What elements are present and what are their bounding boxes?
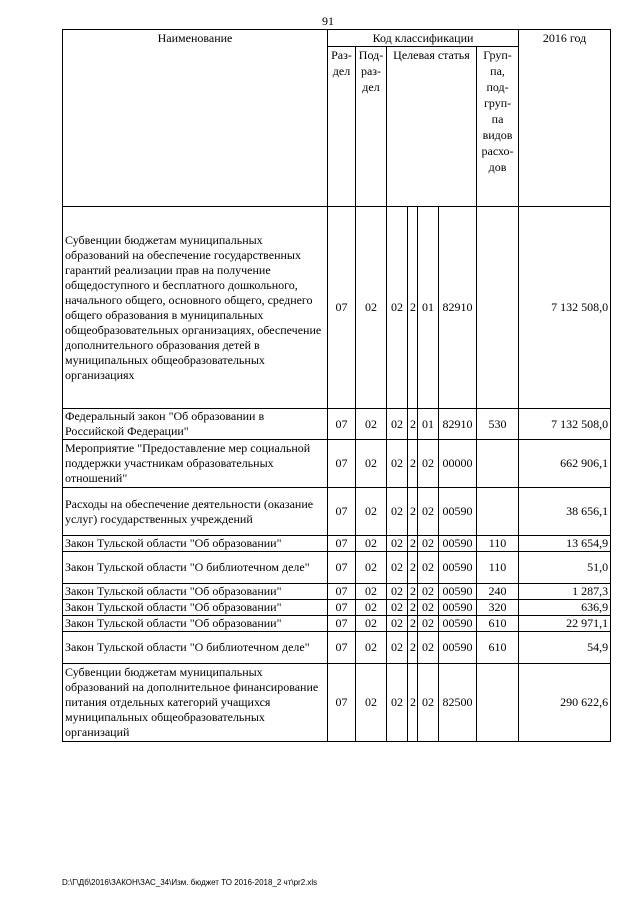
header-name: Наименование <box>63 30 328 207</box>
row-podrazdel: 02 <box>356 536 387 552</box>
row-razdel: 07 <box>328 552 356 584</box>
row-podrazdel: 02 <box>356 488 387 536</box>
table-row <box>63 664 611 742</box>
row-target-part3: 02 <box>418 488 439 536</box>
row-podrazdel: 02 <box>356 440 387 488</box>
row-target-part1: 02 <box>387 409 408 440</box>
row-podrazdel: 02 <box>356 409 387 440</box>
row-target-part4: 00590 <box>439 600 477 616</box>
row-name: Закон Тульской области "Об образовании" <box>63 616 328 632</box>
row-podrazdel: 02 <box>356 632 387 664</box>
table-row <box>63 600 611 616</box>
header-podrazdel: Под- раз- дел <box>356 47 387 207</box>
row-vid <box>477 207 519 409</box>
row-target-part1: 02 <box>387 440 408 488</box>
row-razdel: 07 <box>328 440 356 488</box>
table-row <box>63 616 611 632</box>
table-row <box>63 632 611 664</box>
row-amount: 7 132 508,0 <box>519 207 611 409</box>
row-vid <box>477 488 519 536</box>
row-name: Федеральный закон "Об образовании в Российской Федерации" <box>63 409 328 440</box>
row-podrazdel: 02 <box>356 616 387 632</box>
table-body <box>63 207 611 742</box>
row-vid: 320 <box>477 600 519 616</box>
table-row <box>63 440 611 488</box>
table-row <box>63 552 611 584</box>
row-razdel: 07 <box>328 207 356 409</box>
row-target-part3: 02 <box>418 616 439 632</box>
row-target-part3: 02 <box>418 632 439 664</box>
row-vid: 610 <box>477 616 519 632</box>
table-row <box>63 409 611 440</box>
header-target: Целевая статья <box>387 47 477 207</box>
row-vid: 110 <box>477 536 519 552</box>
table-row <box>63 584 611 600</box>
row-target-part1: 02 <box>387 584 408 600</box>
row-target-part1: 02 <box>387 488 408 536</box>
table-row <box>63 488 611 536</box>
row-podrazdel: 02 <box>356 600 387 616</box>
row-name: Субвенции бюджетам муниципальных образований на дополнительное финансирование питания отдельных категорий учащихся муниципальных общеобразовательных организаций <box>63 664 328 742</box>
row-amount: 290 622,6 <box>519 664 611 742</box>
row-target-part4: 82500 <box>439 664 477 742</box>
row-name: Мероприятие "Предоставление мер социальной поддержки участникам образовательных отношений" <box>63 440 328 488</box>
row-target-part2: 2 <box>408 632 418 664</box>
table-row <box>63 207 611 409</box>
row-target-part2: 2 <box>408 584 418 600</box>
row-target-part1: 02 <box>387 536 408 552</box>
row-target-part2: 2 <box>408 552 418 584</box>
header-year: 2016 год <box>519 30 611 207</box>
row-target-part3: 02 <box>418 536 439 552</box>
header-code-group: Код классификации <box>328 30 519 47</box>
row-amount: 7 132 508,0 <box>519 409 611 440</box>
row-podrazdel: 02 <box>356 664 387 742</box>
row-name: Закон Тульской области "Об образовании" <box>63 600 328 616</box>
row-vid: 530 <box>477 409 519 440</box>
row-target-part2: 2 <box>408 488 418 536</box>
table-row <box>63 536 611 552</box>
row-razdel: 07 <box>328 632 356 664</box>
row-target-part4: 00590 <box>439 552 477 584</box>
row-amount: 13 654,9 <box>519 536 611 552</box>
row-target-part2: 2 <box>408 207 418 409</box>
row-target-part1: 02 <box>387 616 408 632</box>
row-podrazdel: 02 <box>356 552 387 584</box>
row-target-part3: 01 <box>418 409 439 440</box>
row-target-part1: 02 <box>387 552 408 584</box>
row-amount: 1 287,3 <box>519 584 611 600</box>
row-target-part2: 2 <box>408 536 418 552</box>
row-name: Закон Тульской области "Об образовании" <box>63 584 328 600</box>
row-name: Закон Тульской области "Об образовании" <box>63 536 328 552</box>
row-target-part3: 01 <box>418 207 439 409</box>
row-razdel: 07 <box>328 600 356 616</box>
row-razdel: 07 <box>328 616 356 632</box>
row-amount: 662 906,1 <box>519 440 611 488</box>
row-amount: 38 656,1 <box>519 488 611 536</box>
row-target-part4: 00000 <box>439 440 477 488</box>
row-name: Расходы на обеспечение деятельности (оказание услуг) государственных учреждений <box>63 488 328 536</box>
row-target-part3: 02 <box>418 584 439 600</box>
row-podrazdel: 02 <box>356 584 387 600</box>
row-amount: 22 971,1 <box>519 616 611 632</box>
row-target-part4: 00590 <box>439 632 477 664</box>
row-vid: 110 <box>477 552 519 584</box>
row-name: Субвенции бюджетам муниципальных образований на обеспечение государственных гарантий реализации прав на получение общедоступного и бесплатного дошкольного, начального общего, основного общего, среднего общего образования в муниципальных общеобразовательных организациях, обеспечение дополнительного образования детей в муниципальных общеобразовательных организациях <box>63 207 328 409</box>
row-target-part2: 2 <box>408 616 418 632</box>
budget-table <box>62 29 611 742</box>
row-razdel: 07 <box>328 488 356 536</box>
row-target-part2: 2 <box>408 600 418 616</box>
row-target-part4: 00590 <box>439 536 477 552</box>
file-path-footer: D:\Г\Дб\2016\ЗАКОН\ЗАС_34\Изм. бюджет ТО 2016-2018_2 чт\pr2.xls <box>62 878 318 887</box>
row-vid <box>477 440 519 488</box>
row-name: Закон Тульской области "О библиотечном деле" <box>63 632 328 664</box>
row-name: Закон Тульской области "О библиотечном деле" <box>63 552 328 584</box>
row-target-part1: 02 <box>387 632 408 664</box>
header-vid: Груп- па, под- груп- па видов расхо- дов <box>477 47 519 207</box>
row-target-part2: 2 <box>408 664 418 742</box>
row-target-part4: 82910 <box>439 207 477 409</box>
row-amount: 636,9 <box>519 600 611 616</box>
row-razdel: 07 <box>328 584 356 600</box>
row-razdel: 07 <box>328 664 356 742</box>
row-amount: 51,0 <box>519 552 611 584</box>
row-target-part2: 2 <box>408 409 418 440</box>
row-vid: 240 <box>477 584 519 600</box>
row-target-part4: 00590 <box>439 616 477 632</box>
row-target-part3: 02 <box>418 664 439 742</box>
row-razdel: 07 <box>328 536 356 552</box>
row-target-part2: 2 <box>408 440 418 488</box>
row-target-part3: 02 <box>418 600 439 616</box>
row-target-part4: 82910 <box>439 409 477 440</box>
row-target-part4: 00590 <box>439 584 477 600</box>
row-vid: 610 <box>477 632 519 664</box>
row-target-part4: 00590 <box>439 488 477 536</box>
row-vid <box>477 664 519 742</box>
row-podrazdel: 02 <box>356 207 387 409</box>
row-target-part3: 02 <box>418 440 439 488</box>
page-number: 91 <box>322 14 334 28</box>
row-target-part1: 02 <box>387 664 408 742</box>
row-target-part3: 02 <box>418 552 439 584</box>
row-target-part1: 02 <box>387 600 408 616</box>
header-razdel: Раз- дел <box>328 47 356 207</box>
row-target-part1: 02 <box>387 207 408 409</box>
row-razdel: 07 <box>328 409 356 440</box>
row-amount: 54,9 <box>519 632 611 664</box>
